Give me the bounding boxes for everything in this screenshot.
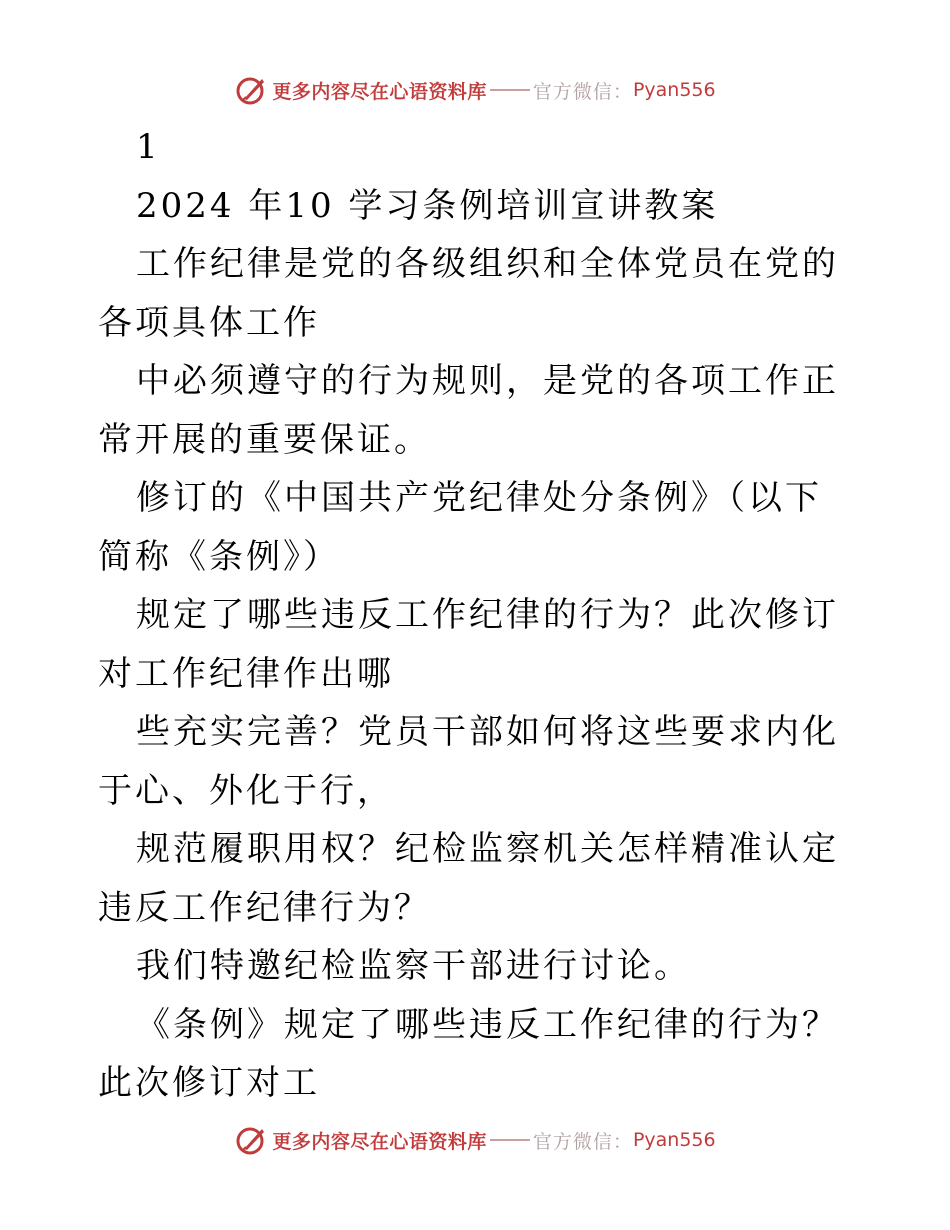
paragraph: 些充实完善？党员干部如何将这些要求内化于心、外化于行， (98, 712, 839, 811)
paragraph: 中必须遵守的行为规则，是党的各项工作正常开展的重要保证。 (98, 361, 839, 460)
header-watermark (0, 70, 950, 110)
quill-pen-logo-icon (234, 1123, 268, 1157)
watermark-official-label: 官方微信： (532, 80, 633, 103)
watermark-dash (490, 89, 530, 91)
paragraph: 工作纪律是党的各级组织和全体党员在党的各项具体工作 (98, 244, 839, 343)
watermark-wechat-id: Pyan556 (632, 79, 716, 101)
page-number: 1 (136, 127, 161, 167)
paragraph: 修订的《中国共产党纪律处分条例》（以下简称《条例》） (98, 478, 822, 577)
quill-pen-logo-icon (234, 73, 268, 107)
footer-watermark (0, 1120, 950, 1160)
paragraph: 我们特邀纪检监察干部进行讨论。 (136, 946, 691, 986)
watermark-brand: 更多内容尽在心语资料库 (272, 1130, 487, 1153)
document-body (98, 118, 856, 1113)
paragraph: 《条例》规定了哪些违反工作纪律的行为？此次修订对工 (98, 1004, 839, 1103)
watermark-brand: 更多内容尽在心语资料库 (272, 80, 487, 103)
watermark-official-label: 官方微信： (532, 1130, 633, 1153)
paragraph: 规范履职用权？纪检监察机关怎样精准认定违反工作纪律行为？ (98, 829, 839, 928)
paragraph: 规定了哪些违反工作纪律的行为？此次修订对工作纪律作出哪 (98, 595, 839, 694)
watermark-dash (490, 1139, 530, 1141)
watermark-wechat-id: Pyan556 (632, 1129, 716, 1151)
document-title: 2024 年10 学习条例培训宣讲教案 (136, 185, 719, 226)
